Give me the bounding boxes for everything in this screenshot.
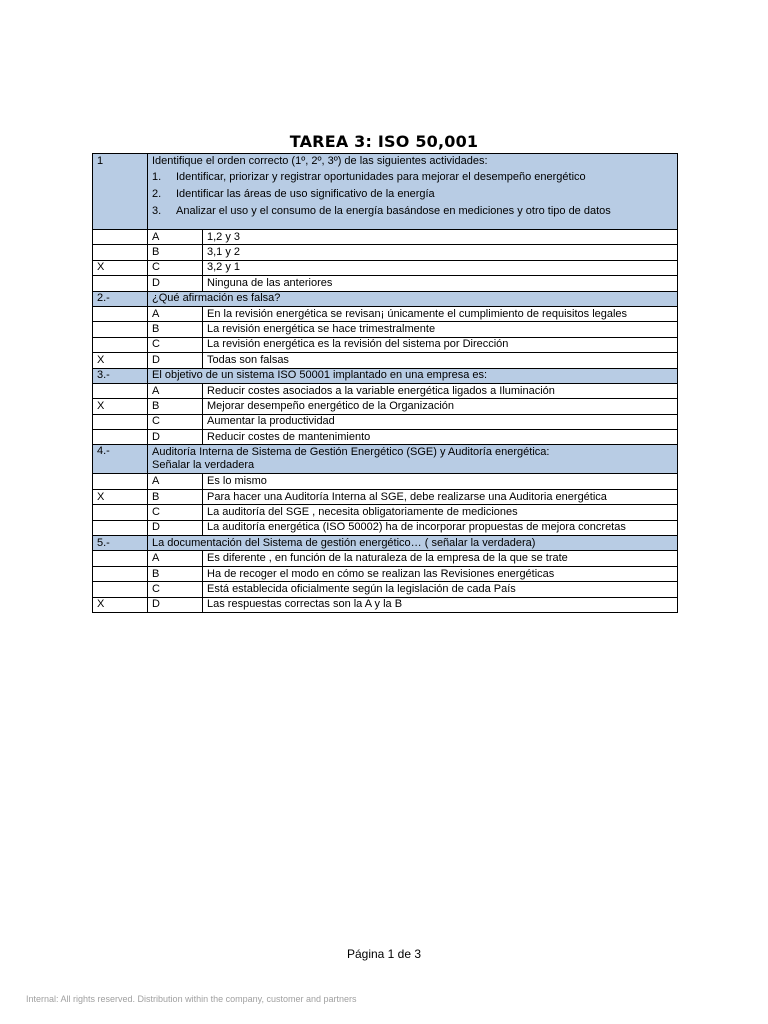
option-row xyxy=(93,276,678,291)
question-row-4 xyxy=(93,445,678,474)
option-row xyxy=(93,505,678,520)
answer-mark xyxy=(93,520,148,535)
question-intro: Identifique el orden correcto (1º, 2º, 3º) de las siguientes actividades: xyxy=(152,155,488,167)
answer-mark: X xyxy=(93,597,148,612)
activity-list xyxy=(152,171,673,218)
question-row-1 xyxy=(93,154,678,230)
option-row xyxy=(93,489,678,504)
option-row xyxy=(93,322,678,337)
answer-mark xyxy=(93,582,148,597)
option-letter: B xyxy=(148,489,203,504)
answer-mark xyxy=(93,383,148,398)
option-row xyxy=(93,260,678,275)
question-number: 2.- xyxy=(93,291,148,306)
answer-mark xyxy=(93,322,148,337)
option-text: 3,1 y 2 xyxy=(203,245,678,260)
option-text: Ninguna de las anteriores xyxy=(203,276,678,291)
option-text: 1,2 y 3 xyxy=(203,230,678,245)
answer-mark xyxy=(93,306,148,321)
option-letter: C xyxy=(148,414,203,429)
answer-mark xyxy=(93,414,148,429)
answer-mark xyxy=(93,551,148,566)
option-letter: D xyxy=(148,430,203,445)
option-letter: B xyxy=(148,322,203,337)
option-row xyxy=(93,520,678,535)
option-letter: A xyxy=(148,230,203,245)
option-row xyxy=(93,551,678,566)
option-letter: A xyxy=(148,551,203,566)
quiz-table xyxy=(92,153,678,613)
option-text: Para hacer una Auditoría Interna al SGE, debe realizarse una Auditoria energética xyxy=(203,489,678,504)
answer-mark xyxy=(93,505,148,520)
option-row xyxy=(93,383,678,398)
answer-mark: X xyxy=(93,260,148,275)
question-number: 5.- xyxy=(93,536,148,551)
question-text xyxy=(148,445,678,474)
answer-mark xyxy=(93,430,148,445)
option-row xyxy=(93,582,678,597)
question-line: Señalar la verdadera xyxy=(152,459,255,472)
option-row xyxy=(93,230,678,245)
option-row xyxy=(93,566,678,581)
option-letter: C xyxy=(148,505,203,520)
option-text: La revisión energética se hace trimestralmente xyxy=(203,322,678,337)
list-item: 2. Identificar las áreas de uso significativo de la energía xyxy=(152,188,435,200)
option-letter: D xyxy=(148,276,203,291)
option-row xyxy=(93,399,678,414)
page-number: Página 1 de 3 xyxy=(346,947,422,961)
option-text: La revisión energética es la revisión del sistema por Dirección xyxy=(203,337,678,352)
confidentiality-footer: Internal: All rights reserved. Distribution within the company, customer and partners xyxy=(26,994,357,1004)
option-text: Todas son falsas xyxy=(203,353,678,368)
option-letter: C xyxy=(148,337,203,352)
list-item: 1. Identificar, priorizar y registrar oportunidades para mejorar el desempeño energético xyxy=(152,171,586,183)
question-text: El objetivo de un sistema ISO 50001 implantado en una empresa es: xyxy=(148,368,678,383)
question-row-5 xyxy=(93,536,678,551)
option-text: Aumentar la productividad xyxy=(203,414,678,429)
option-row xyxy=(93,245,678,260)
question-text: ¿Qué afirmación es falsa? xyxy=(148,291,678,306)
option-text: Reducir costes de mantenimiento xyxy=(203,430,678,445)
answer-mark: X xyxy=(93,399,148,414)
option-row xyxy=(93,353,678,368)
option-text: Reducir costes asociados a la variable energética ligados a Iluminación xyxy=(203,383,678,398)
option-letter: B xyxy=(148,245,203,260)
option-text: Está establecida oficialmente según la legislación de cada País xyxy=(203,582,678,597)
answer-mark xyxy=(93,474,148,489)
option-letter: A xyxy=(148,306,203,321)
question-text: La documentación del Sistema de gestión energético… ( señalar la verdadera) xyxy=(148,536,678,551)
option-text: En la revisión energética se revisan¡ únicamente el cumplimiento de requisitos legales xyxy=(203,306,678,321)
question-number: 4.- xyxy=(93,445,148,474)
option-letter: C xyxy=(148,260,203,275)
answer-mark xyxy=(93,566,148,581)
option-letter: D xyxy=(148,353,203,368)
option-text: Las respuestas correctas son la A y la B xyxy=(203,597,678,612)
option-row xyxy=(93,337,678,352)
option-text: Mejorar desempeño energético de la Organización xyxy=(203,399,678,414)
option-row xyxy=(93,430,678,445)
question-number: 1 xyxy=(93,154,148,230)
option-letter: B xyxy=(148,399,203,414)
option-text: La auditoría energética (ISO 50002) ha de incorporar propuestas de mejora concretas xyxy=(203,520,678,535)
option-text: La auditoría del SGE , necesita obligatoriamente de mediciones xyxy=(203,505,678,520)
document-title: TAREA 3: ISO 50,001 xyxy=(289,132,479,151)
question-line: Auditoría Interna de Sistema de Gestión Energético (SGE) y Auditoría energética: xyxy=(152,446,550,459)
option-row xyxy=(93,597,678,612)
question-row-3 xyxy=(93,368,678,383)
option-text: 3,2 y 1 xyxy=(203,260,678,275)
option-letter: C xyxy=(148,582,203,597)
question-row-2 xyxy=(93,291,678,306)
option-row xyxy=(93,306,678,321)
option-letter: D xyxy=(148,597,203,612)
list-item: 3. Analizar el uso y el consumo de la energía basándose en mediciones y otro tipo de datos xyxy=(152,205,611,217)
option-letter: A xyxy=(148,383,203,398)
option-letter: A xyxy=(148,474,203,489)
answer-mark xyxy=(93,245,148,260)
option-text: Es lo mismo xyxy=(203,474,678,489)
option-row xyxy=(93,414,678,429)
option-row xyxy=(93,474,678,489)
question-number: 3.- xyxy=(93,368,148,383)
answer-mark: X xyxy=(93,489,148,504)
answer-mark xyxy=(93,276,148,291)
answer-mark xyxy=(93,230,148,245)
answer-mark: X xyxy=(93,353,148,368)
option-letter: B xyxy=(148,566,203,581)
answer-mark xyxy=(93,337,148,352)
option-text: Ha de recoger el modo en cómo se realizan las Revisiones energéticas xyxy=(203,566,678,581)
option-text: Es diferente , en función de la naturaleza de la empresa de la que se trate xyxy=(203,551,678,566)
question-text xyxy=(148,154,678,230)
option-letter: D xyxy=(148,520,203,535)
